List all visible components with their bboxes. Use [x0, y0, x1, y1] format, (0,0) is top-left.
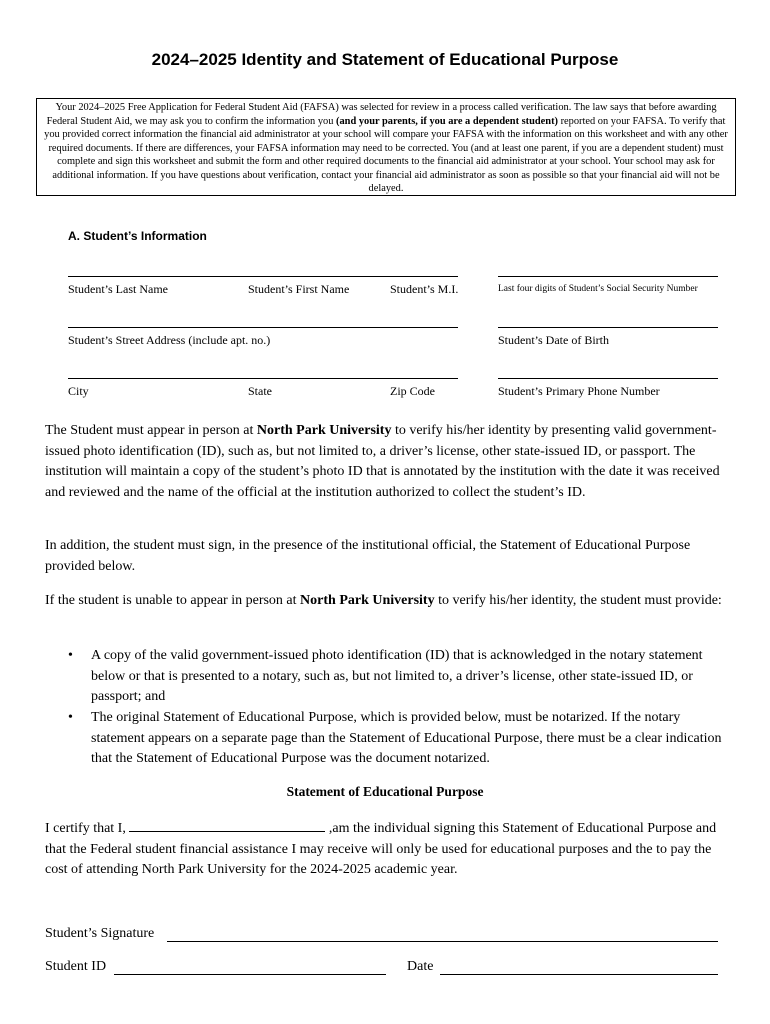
identity-requirement-paragraph [45, 421, 735, 503]
certify-text: I certify that I, [45, 821, 130, 836]
signature-requirement-paragraph: In addition, the student must sign, in the presence of the institutional official, the Statement of Educational Purpose provided below. [45, 538, 691, 574]
section-a-heading: A. Student’s Information [68, 229, 207, 243]
first-name-label: Student’s First Name [248, 282, 350, 296]
ssn-label: Last four digits of Student’s Social Security Number [498, 284, 698, 294]
date-line[interactable] [440, 974, 718, 975]
ssn-field-line[interactable] [498, 276, 718, 277]
verification-notice-box [36, 98, 736, 196]
notice-bold-text: (and your parents, if you are a dependent student) [336, 115, 558, 127]
phone-label: Student’s Primary Phone Number [498, 384, 660, 398]
p1-text: The Student must appear in person at [45, 423, 257, 438]
middle-initial-label: Student’s M.I. [390, 282, 459, 296]
certify-text-end: ,am the individual signing this Statement of Educational Purpose and that the Federal student financial assistance I may receive will only be used for educational purposes and the to pay the cost of attending North Park University for the 2024-2025 academic year. [45, 821, 717, 877]
city-label: City [68, 384, 89, 398]
city-state-zip-line[interactable] [68, 378, 458, 379]
p3-text-end: to verify his/her identity, the student must provide: [434, 593, 722, 608]
bullet-item-notarized-statement: The original Statement of Educational Purpose, which is provided below, must be notarized. If the notary statement appears on a separate page than the Statement of Educational Purpose, there must be a clear indication that the Statement of Educational Purpose was the document notarized. [91, 710, 722, 766]
last-name-label: Student’s Last Name [68, 282, 168, 296]
p1-school-name: North Park University [256, 423, 392, 438]
date-label: Date [407, 959, 434, 974]
certify-name-blank[interactable] [129, 817, 325, 832]
state-label: State [248, 384, 272, 398]
p3-text: If the student is unable to appear in person at [45, 593, 301, 608]
address-label: Student’s Street Address (include apt. no.) [68, 333, 271, 347]
notice-text-end: reported on your FAFSA. To verify that you provided correct information the financial aid administrator at your school will compare your FAFSA with the information on this worksheet and with any other required documents. If there are differences, your FAFSA information may need to be corrected. You (and at least one parent, if you are a dependent student) must complete and sign this worksheet and submit the form and other required documents to the financial aid administrator at your school. Your school may ask for additional information. If you have questions about verification, contact your financial aid administrator as soon as possible so that your financial aid will not be delayed. [44, 115, 728, 194]
signature-label: Student’s Signature [45, 926, 155, 941]
bullet-marker-1: • [68, 648, 73, 663]
zip-label: Zip Code [390, 384, 435, 398]
student-id-line[interactable] [114, 974, 386, 975]
form-title: 2024–2025 Identity and Statement of Educational Purpose [151, 50, 619, 69]
p3-school-name: North Park University [300, 593, 435, 608]
notice-text: Your 2024–2025 Free Application for Federal Student Aid (FAFSA) was selected for review in a process called verification. The law says that before awarding Federal Student Aid, we may ask you to confirm the information you [46, 102, 717, 127]
bullet-item-photo-id: A copy of the valid government-issued photo identification (ID) that is acknowledged in the notary statement below or that is presented to a notary, such as, but not limited to, a driver’s license, other state-issued ID, or passport; and [91, 648, 703, 704]
dob-field-line[interactable] [498, 327, 718, 328]
student-id-label: Student ID [45, 959, 107, 974]
certification-paragraph [45, 817, 735, 881]
address-field-line[interactable] [68, 327, 458, 328]
dob-label: Student’s Date of Birth [498, 333, 609, 347]
name-fields-line[interactable] [68, 276, 458, 277]
signature-line[interactable] [167, 941, 718, 942]
p1-text-end: to verify his/her identity by presenting valid government-issued photo identification (ID), such as, but not limited to, a driver’s license, other state-issued ID, or passport. The institution will maintain a copy of the student’s photo ID that is annotated by the institution with the date it was received and reviewed and the name of the official at the institution authorized to collect the student’s ID. [45, 423, 720, 500]
remote-requirement-paragraph [45, 591, 735, 612]
bullet-marker-2: • [68, 710, 73, 725]
statement-heading: Statement of Educational Purpose [286, 784, 484, 799]
phone-field-line[interactable] [498, 378, 718, 379]
